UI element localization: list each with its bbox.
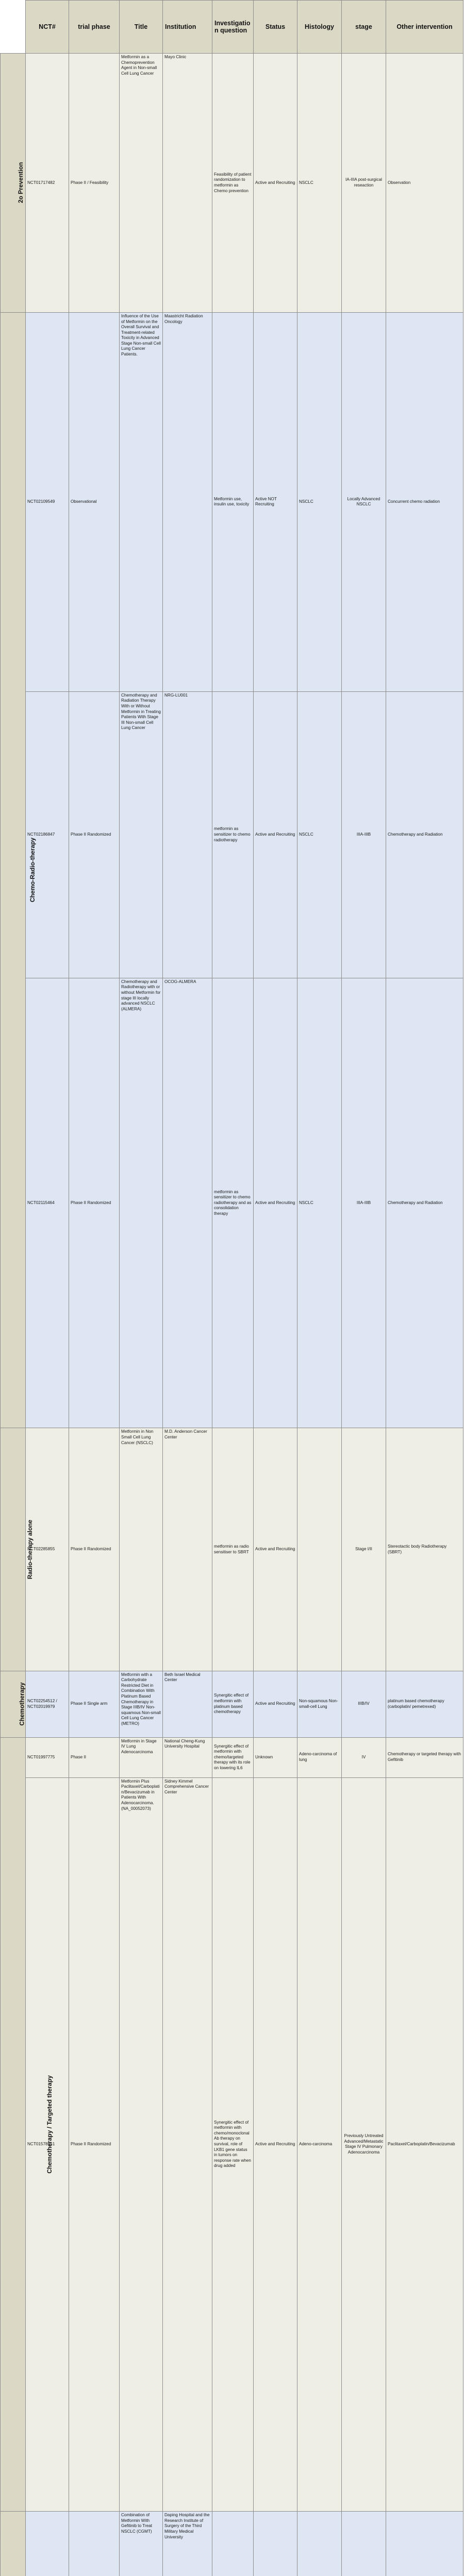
cell-title: Chemotherapy and Radiation Therapy With or Without Metformin in Treating Patients With Stage III Non-small Cell Lung Cancer <box>120 691 163 978</box>
cell-histology: NSCLC <box>297 54 342 313</box>
cell-phase: Phase II <box>69 1737 120 1777</box>
cell-phase: Phase II Randomized <box>69 1777 120 2512</box>
header-nct: NCT# <box>26 1 69 54</box>
cell-question: metformin as sensitizer to chemo radiotherapy <box>212 691 254 978</box>
cell-histology: NSCLC <box>297 691 342 978</box>
cell-phase: Phase II Randomized <box>69 978 120 1428</box>
cell-other: platinum based chemotherapy (carboplatin/ pemetrexed) <box>386 1671 463 1737</box>
header-stage: stage <box>342 1 386 54</box>
cell-question: Metformin use, insulin use, toxicity <box>212 312 254 691</box>
group-label-chemo-targeted: Chemotherapy / Targeted therapy <box>1 1737 26 2512</box>
cell-stage: IA-IIIA post-surgical reseaction <box>342 54 386 313</box>
cell-status: Unknown <box>254 1737 297 1777</box>
cell-phase: Observational <box>69 312 120 691</box>
cell-other: Concurrent chemo radiation <box>386 312 463 691</box>
cell-stage: Previously Untreated Advanced/Metastatic Stage IV Pulmonary Adenocarcinoma <box>342 1777 386 2512</box>
cell-question <box>212 2512 254 2576</box>
cell-phase: Phase II / Feasibility <box>69 54 120 313</box>
cell-question: Synergitic effect of metformin with chemo/targeted therapy with its role on lowering IL6 <box>212 1737 254 1777</box>
cell-phase: Phase II Randomized <box>69 691 120 978</box>
group-label-chemo-radio: Chemo-Radio-therapy <box>1 312 26 1428</box>
cell-institution: National Cheng-Kung University Hospital <box>163 1737 212 1777</box>
table-row <box>1 2512 463 2576</box>
cell-other: Chemotherapy or targeted therapy with Gefitinib <box>386 1737 463 1777</box>
cell-phase: Phase II Single arm <box>69 1671 120 1737</box>
cell-phase: Phase II Randomized <box>69 1428 120 1671</box>
cell-question: metformin as radio sensitiser to SBRT <box>212 1428 254 1671</box>
header-other-intervention: Other intervention <box>386 1 463 54</box>
cell-histology: NSCLC <box>297 978 342 1428</box>
cell-institution: OCOG-ALMERA <box>163 978 212 1428</box>
cell-histology: Non-squamous Non-small-cell Lung <box>297 1671 342 1737</box>
cell-other: Chemotherapy and Radiation <box>386 978 463 1428</box>
table-row <box>1 1671 463 1737</box>
table-row <box>1 54 463 313</box>
cell-title: Metformin in Stage IV Lung Adenocarcinoma <box>120 1737 163 1777</box>
cell-histology <box>297 1428 342 1671</box>
cell-institution: NRG-LU001 <box>163 691 212 978</box>
cell-stage: Locally Advanced NSCLC <box>342 312 386 691</box>
corner-cell <box>1 1 26 54</box>
cell-stage <box>342 2512 386 2576</box>
cell-title: Chemotherapy and Radiotherapy with or without Metformin for stage III locally advanced NSCLC (ALMERA) <box>120 978 163 1428</box>
cell-histology: Adeno-carcinoma of lung <box>297 1737 342 1777</box>
cell-nct: NCT02109549 <box>26 312 69 691</box>
cell-institution: M.D. Anderson Cancer Center <box>163 1428 212 1671</box>
cell-histology: Adeno-carcinoma <box>297 1777 342 2512</box>
cell-nct: NCT01578551 <box>26 1777 69 2512</box>
group-label-chemotherapy: Chemotherapy <box>1 1671 26 1737</box>
table-row <box>1 1777 463 2512</box>
header-title: Title <box>120 1 163 54</box>
header-trial-phase: trial phase <box>69 1 120 54</box>
cell-nct: NCT01717482 <box>26 54 69 313</box>
cell-histology: NSCLC <box>297 312 342 691</box>
cell-question: Synergitic effect of metformin with chemo/monoclonal Ab therapy on survival, role of LKB1 gene status in tumors on response rate when drug added <box>212 1777 254 2512</box>
table-row <box>1 1737 463 1777</box>
cell-phase <box>69 2512 120 2576</box>
cell-histology <box>297 2512 342 2576</box>
table-row <box>1 691 463 978</box>
cell-status <box>254 2512 297 2576</box>
cell-institution: Beth Israel Medical Center <box>163 1671 212 1737</box>
cell-nct: NCT02285855 <box>26 1428 69 1671</box>
cell-other <box>386 2512 463 2576</box>
table-row <box>1 978 463 1428</box>
cell-question: Feasibility of patient randomization to metformin as Chemo prevention <box>212 54 254 313</box>
cell-stage: IIIA-IIIB <box>342 978 386 1428</box>
cell-title: Metformin Plus Paclitaxel/Carboplatin/Bevacizumab in Patients With Adenocarcinoma. (NA_00052073) <box>120 1777 163 2512</box>
cell-title: Metformin as a Chemoprevention Agent in Non-small Cell Lung Cancer <box>120 54 163 313</box>
cell-stage: IIIA-IIIB <box>342 691 386 978</box>
cell-stage: IIIB/IV <box>342 1671 386 1737</box>
group-label-targeted <box>1 2512 26 2576</box>
header-status: Status <box>254 1 297 54</box>
header-investigation-question: Investigation question <box>212 1 254 54</box>
cell-title: Influence of the Use of Metformin on the Overall Survival and Treatment-related Toxicity in Advanced Stage Non-small Cell Lung Cancer Patients. <box>120 312 163 691</box>
cell-question: Synergitic effect of metformin with platinum based chemotherapy <box>212 1671 254 1737</box>
cell-title: Metformin with a Carbohydrate Restricted Diet in Combination With Platinum Based Chemotherapy in Stage IIIB/IV Non-squamous Non-small Cell Lung Cancer (METRO) <box>120 1671 163 1737</box>
table-row <box>1 1428 463 1671</box>
cell-other: Observation <box>386 54 463 313</box>
cell-stage: IV <box>342 1737 386 1777</box>
header-institution: Institution <box>163 1 212 54</box>
cell-title: Combination of Metformin With Gefitinib to Treat NSCLC (CGMT) <box>120 2512 163 2576</box>
header-histology: Histology <box>297 1 342 54</box>
cell-nct: NCT02115464 <box>26 978 69 1428</box>
cell-status: Active and Recruiting <box>254 1671 297 1737</box>
cell-status: Active and Recruiting <box>254 54 297 313</box>
cell-status: Active and Recruiting <box>254 978 297 1428</box>
cell-status: Active and Recruiting <box>254 1428 297 1671</box>
cell-nct: NCT02254512 / NCT02019979 <box>26 1671 69 1737</box>
cell-nct <box>26 2512 69 2576</box>
cell-other: Chemotherapy and Radiation <box>386 691 463 978</box>
cell-other: Paclitaxel/Carboplatin/Bevacizumab <box>386 1777 463 2512</box>
cell-other: Stereotactic body Radiotherapy (SBRT) <box>386 1428 463 1671</box>
group-label-radiotherapy-alone: Radio-therapy alone <box>1 1428 26 1671</box>
table-row <box>1 312 463 691</box>
cell-institution: Mayo Clinic <box>163 54 212 313</box>
cell-stage: Stage I/II <box>342 1428 386 1671</box>
cell-status: Active NOT Recruiting <box>254 312 297 691</box>
cell-title: Metformin in Non Small Cell Lung Cancer (NSCLC) <box>120 1428 163 1671</box>
cell-status: Active and Recruiting <box>254 1777 297 2512</box>
cell-institution: Sidney Kimmel Comprehensive Cancer Center <box>163 1777 212 2512</box>
cell-institution: Maastricht Radiation Oncology <box>163 312 212 691</box>
group-label-prevention: 2o Prevention <box>1 54 26 313</box>
cell-institution: Daping Hospital and the Research Institute of Surgery of the Third Military Medical University <box>163 2512 212 2576</box>
cell-nct: NCT02186847 <box>26 691 69 978</box>
cell-status: Active and Recruiting <box>254 691 297 978</box>
cell-question: metformin as sensitizer to chemo radiotherapy and as consolidation therapy <box>212 978 254 1428</box>
cell-nct: NCT01997775 <box>26 1737 69 1777</box>
